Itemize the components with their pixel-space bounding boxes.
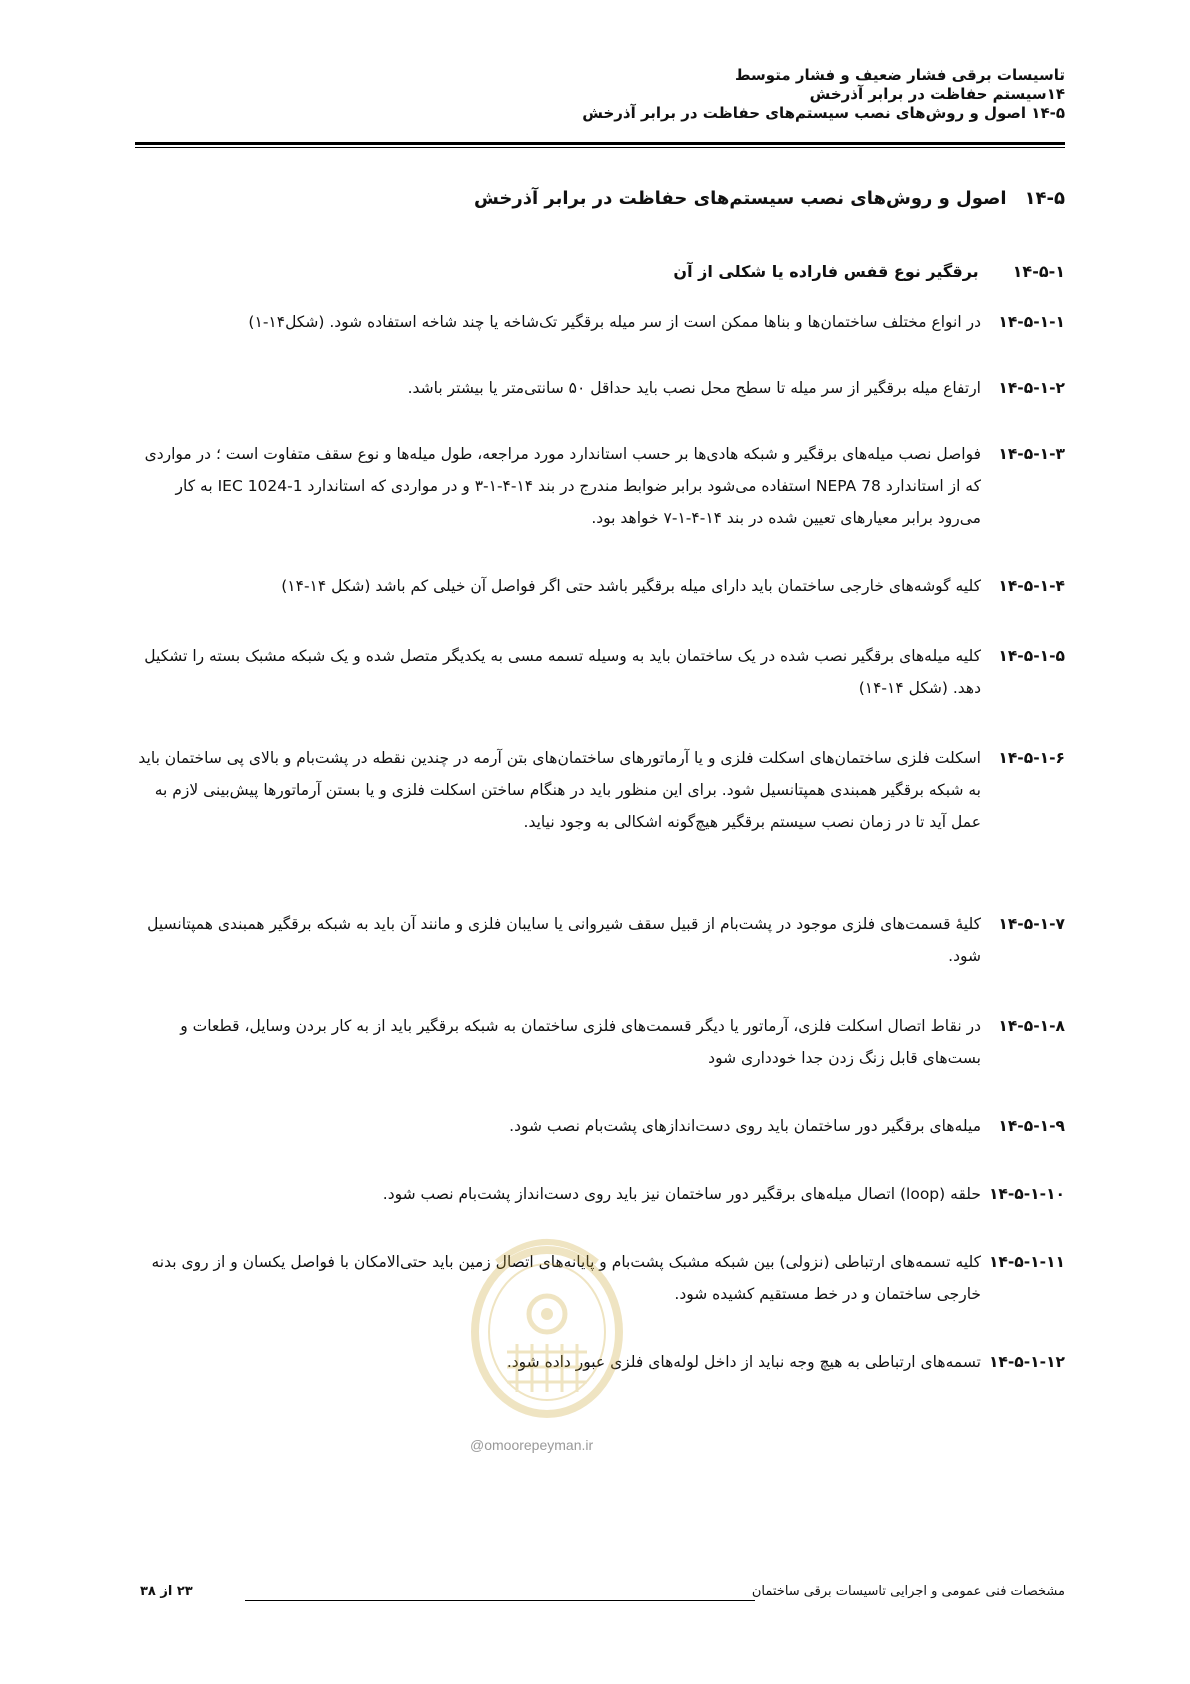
paragraph-number: ۱۴-۵-۱-۹ xyxy=(998,1117,1065,1135)
paragraph-number: ۱۴-۵-۱-۶ xyxy=(998,749,1065,767)
paragraph-9 xyxy=(135,1110,1065,1142)
paragraph-text: کلیه گوشه‌های خارجی ساختمان باید دارای میله برقگیر باشد حتی اگر فواصل آن خیلی کم باشد (شکل ۱۴-۱۴) xyxy=(281,577,981,595)
paragraph-text: تسمه‌های ارتباطی به هیچ وجه نباید از داخل لوله‌های فلزی عبور داده شود. xyxy=(506,1353,981,1371)
paragraph-4 xyxy=(135,570,1065,602)
paragraph-text: در نقاط اتصال اسکلت فلزی، آرماتور یا دیگر قسمت‌های فلزی ساختمان به شبکه برقگیر باید از به کار بردن وسایل، قطعات و بست‌های قابل زنگ زدن جدا خودداری شود xyxy=(180,1017,981,1067)
paragraph-number: ۱۴-۵-۱-۵ xyxy=(998,647,1065,665)
header-line-2: ۱۴سیستم حفاظت در برابر آذرخش xyxy=(809,85,1065,103)
paragraph-number: ۱۴-۵-۱-۱ xyxy=(998,313,1065,331)
header-line-1: تاسیسات برقی فشار ضعیف و فشار متوسط xyxy=(734,66,1065,84)
footer-title: مشخصات فنی عمومی و اجرایی تاسیسات برقی ساختمان xyxy=(751,1584,1065,1599)
paragraph-text: ارتفاع میله برقگیر از سر میله تا سطح محل نصب باید حداقل ۵۰ سانتی‌متر یا بیشتر باشد. xyxy=(407,379,981,397)
paragraph-3 xyxy=(135,438,1065,534)
paragraph-text: حلقه (loop) اتصال میله‌های برقگیر دور ساختمان نیز باید روی دست‌انداز پشت‌بام نصب شود. xyxy=(382,1185,981,1203)
paragraph-5 xyxy=(135,640,1065,704)
paragraph-number: ۱۴-۵-۱-۷ xyxy=(998,915,1065,933)
paragraph-number: ۱۴-۵-۱-۲ xyxy=(998,379,1065,397)
paragraph-1 xyxy=(135,306,1065,338)
paragraph-text: کلیهٔ قسمت‌های فلزی موجود در پشت‌بام از قبیل سقف شیروانی یا سایبان فلزی و مانند آن باید به شبکه برقگیر همبندی همپتانسیل شود. xyxy=(147,915,981,965)
paragraph-text: اسکلت فلزی ساختمان‌های اسکلت فلزی و یا آرماتورهای ساختمان‌های بتن آرمه در چندین نقطه در پشت‌بام و بالای پی ساختمان باید به شبکه برقگیر همبندی همپتانسیل شود. برای این منظور باید در هنگام ساختن اسکلت فلزی و یا بستن آرماتورها پیش‌بینی لازم به عمل آید تا در زمان نصب سیستم برقگیر هیچ‌گونه اشکالی به وجود نیاید. xyxy=(138,749,981,831)
running-header xyxy=(125,66,1065,123)
paragraph-text: میله‌های برقگیر دور ساختمان باید روی دست‌اندازهای پشت‌بام نصب شود. xyxy=(509,1117,981,1135)
paragraph-number: ۱۴-۵-۱-۳ xyxy=(998,445,1065,463)
paragraph-text: کلیه میله‌های برقگیر نصب شده در یک ساختمان باید به وسیله تسمه مسی به یکدیگر متصل شده و یک شبکه مشبک بسته را تشکیل دهد. (شکل ۱۴-۱۴) xyxy=(144,647,981,697)
paragraph-number: ۱۴-۵-۱-۴ xyxy=(998,577,1065,595)
paragraph-7 xyxy=(135,908,1065,972)
paragraph-8 xyxy=(135,1010,1065,1074)
paragraph-text: فواصل نصب میله‌های برقگیر و شبکه هادی‌ها بر حسب استاندارد مورد مراجعه، طول میله‌ها و نوع سقف متفاوت است ؛ در مواردی که از استاندارد NEPA 78 استفاده می‌شود برابر ضوابط مندرج در بند ۱۴-۴-۱-۳ و در مواردی که استاندارد IEC 1024-1 به کار می‌رود برابر معیارهای تعیین شده در بند ۱۴-۴-۱-۷ خواهد بود. xyxy=(144,445,981,527)
subsection-title: برقگیر نوع قفس فاراده یا شکلی از آن xyxy=(673,262,979,281)
section-heading xyxy=(474,188,1065,209)
footer-rule xyxy=(245,1600,755,1601)
subsection-number: ۱۴-۵-۱ xyxy=(1012,262,1065,281)
paragraph-10 xyxy=(135,1178,1065,1210)
page-footer xyxy=(135,1584,1065,1606)
header-rule-thick xyxy=(135,142,1065,145)
watermark-site: @omoorepeyman.ir xyxy=(470,1437,594,1453)
subsection-heading xyxy=(673,262,1065,281)
emblem-watermark-icon xyxy=(457,1222,637,1422)
paragraph-2 xyxy=(135,372,1065,404)
paragraph-text: کلیه تسمه‌های ارتباطی (نزولی) بین شبکه مشبک پشت‌بام و پایانه‌های اتصال زمین باید حتی‌الامکان با فواصل یکسان و از روی بدنه خارجی ساختمان و در خط مستقیم کشیده شود. xyxy=(151,1253,981,1303)
paragraph-text: در انواع مختلف ساختمان‌ها و بناها ممکن است از سر میله برقگیر تک‌شاخه یا چند شاخه استفاده شود. (شکل۱۴-۱) xyxy=(248,313,981,331)
paragraph-6 xyxy=(135,742,1065,838)
paragraph-number: ۱۴-۵-۱-۸ xyxy=(998,1017,1065,1035)
paragraph-number: ۱۴-۵-۱-۱۰ xyxy=(988,1185,1065,1203)
page-number: ۲۳ از ۳۸ xyxy=(140,1584,193,1599)
paragraph-number: ۱۴-۵-۱-۱۱ xyxy=(988,1253,1065,1271)
header-rule-thin xyxy=(135,147,1065,148)
section-number: ۱۴-۵ xyxy=(1024,188,1065,209)
header-line-3: ۱۴-۵ اصول و روش‌های نصب سیستم‌های حفاظت در برابر آذرخش xyxy=(582,104,1065,122)
section-title: اصول و روش‌های نصب سیستم‌های حفاظت در برابر آذرخش xyxy=(473,188,1007,209)
paragraph-number: ۱۴-۵-۱-۱۲ xyxy=(988,1353,1065,1371)
